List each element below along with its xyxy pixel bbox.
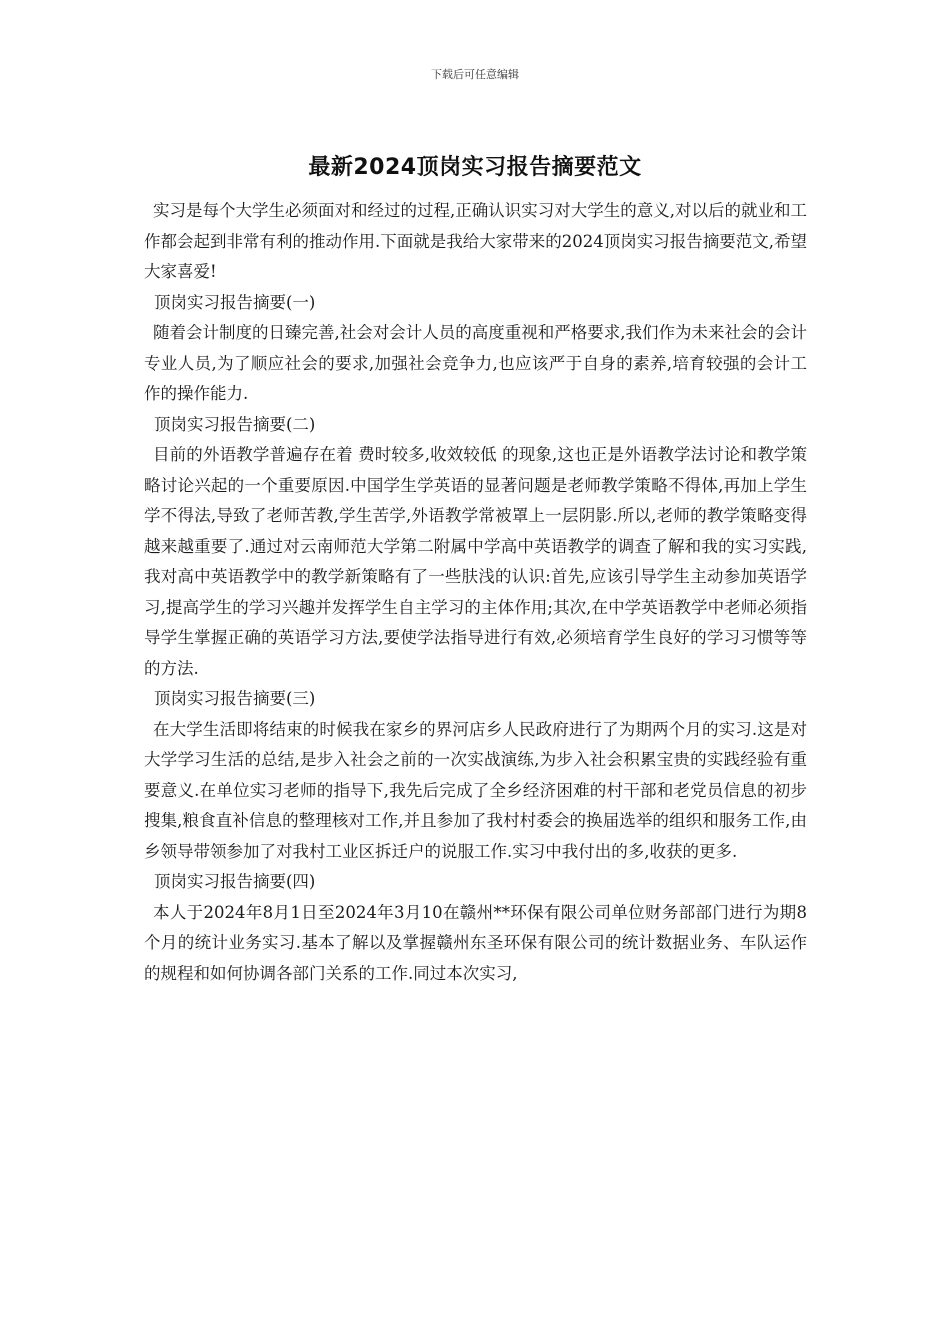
paragraph-intro: 实习是每个大学生必须面对和经过的过程,正确认识实习对大学生的意义,对以后的就业和工作都会起到非常有利的推动作用.下面就是我给大家带来的2024顶岗实习报告摘要范文,希望大家喜爱! (144, 201, 807, 281)
paragraph: 随着会计制度的日臻完善,社会对会计人员的高度重视和严格要求,我们作为未来社会的会计专业人员,为了顺应社会的要求,加强社会竞争力,也应该严于自身的素养,培育较强的会计工作的操作能力. (144, 323, 807, 403)
document-body (144, 196, 807, 989)
section-heading: 顶岗实习报告摘要(三) (154, 689, 316, 708)
document-title: 最新2024顶岗实习报告摘要范文 (308, 155, 642, 180)
section-heading: 顶岗实习报告摘要(一) (154, 292, 316, 312)
header-note: 下载后可任意编辑 (431, 68, 519, 81)
section-heading: 顶岗实习报告摘要(四) (154, 872, 316, 891)
section-heading: 顶岗实习报告摘要(二) (154, 414, 316, 434)
paragraph: 目前的外语教学普遍存在着 费时较多,收效较低 的现象,这也正是外语教学法讨论和教学策略讨论兴起的一个重要原因.中国学生学英语的显著问题是老师教学策略不得体,再加上学生学不得法,导致了老师苦教,学生苦学,外语教学常被罩上一层阴影.所以,老师的教学策略变得越来越重要了.通过对云南师范大学第二附属中学高中英语教学的调查了解和我的实习实践,我对高中英语教学中的教学新策略有了一些肤浅的认识:首先,应该引导学生主动参加英语学习,提高学生的学习兴趣并发挥学生自主学习的主体作用;其次,在中学英语教学中老师必须指导学生掌握正确的英语学习方法,要使学法指导进行有效,必须培育学生良好的学习习惯等等的方法. (144, 445, 807, 678)
paragraph: 在大学生活即将结束的时候我在家乡的界河店乡人民政府进行了为期两个月的实习.这是对大学学习生活的总结,是步入社会之前的一次实战演练,为步入社会积累宝贵的实践经验有重要意义.在单位实习老师的指导下,我先后完成了全乡经济困难的村干部和老党员信息的初步搜集,粮食直补信息的整理核对工作,并且参加了我村村委会的换届选举的组织和服务工作,由乡领导带领参加了对我村工业区拆迁户的说服工作.实习中我付出的多,收获的更多. (144, 719, 807, 861)
paragraph: 本人于2024年8月1日至2024年3月10在赣州**环保有限公司单位财务部部门进行为期8个月的统计业务实习.基本了解以及掌握赣州东圣环保有限公司的统计数据业务、车队运作的规程和如何协调各部门关系的工作.同过本次实习, (144, 902, 807, 983)
